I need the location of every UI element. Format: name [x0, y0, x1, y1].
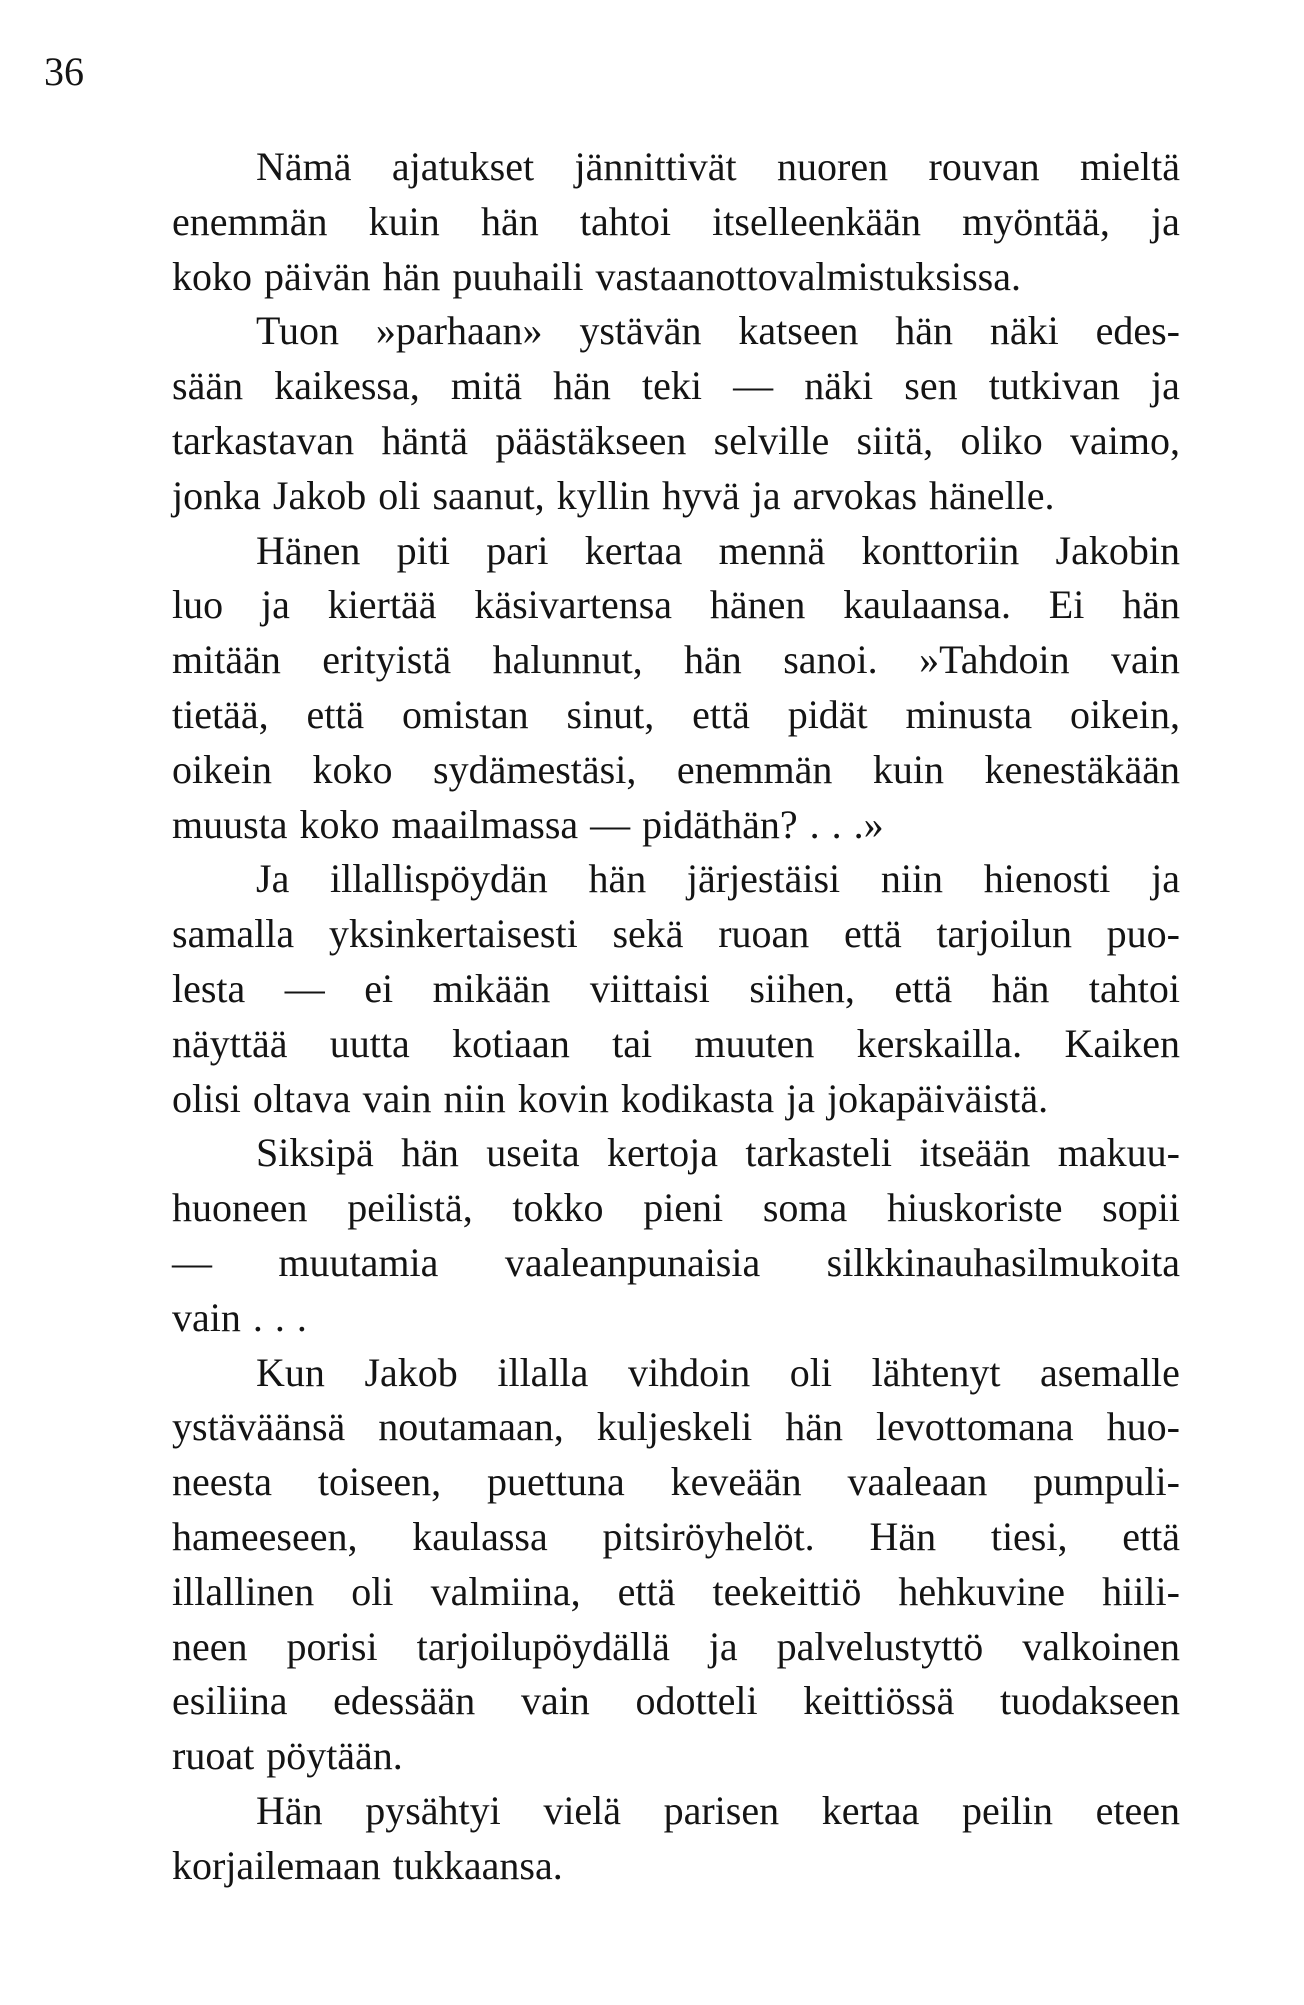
word: asemalle	[1040, 1349, 1180, 1395]
word: pöytään.	[266, 1733, 403, 1779]
word: parisen	[663, 1787, 780, 1833]
word: »parhaan»	[375, 308, 543, 354]
word: näyttää	[172, 1020, 288, 1066]
word: puo-	[1106, 911, 1180, 957]
word: kiertää	[327, 582, 437, 628]
text-line	[172, 304, 1180, 359]
word: Jakob	[272, 472, 367, 518]
text-line	[172, 250, 1180, 305]
word: oli	[378, 472, 421, 518]
word: kertaa	[584, 527, 683, 573]
word: omistan	[402, 691, 529, 737]
word: mennä	[718, 527, 826, 573]
word: Kaiken	[1064, 1020, 1180, 1066]
word: odotteli	[635, 1678, 758, 1724]
word: pari	[486, 527, 549, 573]
word: hän	[1122, 582, 1180, 628]
text-line	[172, 524, 1180, 579]
word: mitään	[172, 637, 281, 683]
text-line	[172, 633, 1180, 688]
word: pidäthän?	[642, 801, 798, 847]
word: edes-	[1095, 308, 1180, 354]
word: tietää,	[172, 691, 269, 737]
word: toiseen,	[317, 1459, 442, 1505]
word: hän	[991, 965, 1050, 1011]
text-line	[172, 1729, 1180, 1784]
word: huoneen	[172, 1185, 308, 1231]
word: ja	[751, 472, 781, 518]
text-line	[172, 1017, 1180, 1072]
word: Ja	[256, 856, 290, 902]
word: uutta	[329, 1020, 410, 1066]
word: oltava	[252, 1075, 351, 1121]
word: useita	[486, 1130, 580, 1176]
word: vihdoin	[627, 1349, 751, 1395]
word: pumpuli-	[1033, 1459, 1180, 1505]
word: ystäväänsä	[172, 1404, 346, 1450]
word: luo	[172, 582, 224, 628]
word: hän	[553, 363, 611, 409]
word: tutkivan	[988, 363, 1120, 409]
word: että	[692, 691, 750, 737]
word: kuljeskeli	[596, 1404, 753, 1450]
text-line	[172, 1346, 1180, 1401]
word: valkoinen	[1022, 1623, 1180, 1669]
word: Ei	[1048, 582, 1085, 628]
word: kertoja	[606, 1130, 719, 1176]
word: niin	[443, 1075, 506, 1121]
word: sydämestäsi,	[433, 746, 637, 792]
text-line	[172, 798, 1180, 853]
word: sään	[172, 363, 244, 409]
word: ja	[1151, 363, 1180, 409]
word: esiliina	[172, 1678, 288, 1724]
text-line	[172, 1565, 1180, 1620]
text-line	[172, 1072, 1180, 1127]
text-line	[172, 852, 1180, 907]
text-line	[172, 195, 1180, 250]
word: palvelustyttö	[776, 1623, 984, 1669]
word: vain	[520, 1678, 590, 1724]
word: että	[617, 1568, 676, 1614]
word: että	[894, 965, 953, 1011]
word: enemmän	[172, 198, 328, 244]
word: vain	[172, 1294, 241, 1340]
word: kotiaan	[452, 1020, 570, 1066]
word: noutamaan,	[378, 1404, 564, 1450]
word: mitä	[450, 363, 522, 409]
text-line	[172, 743, 1180, 798]
word: muusta	[172, 801, 288, 847]
word: mieltä	[1079, 144, 1180, 189]
word: eteen	[1095, 1787, 1180, 1833]
word: ruoan	[718, 911, 810, 957]
word: hän	[588, 856, 647, 902]
word: illalla	[497, 1349, 589, 1395]
word: sopii	[1102, 1185, 1180, 1231]
word: mikään	[432, 965, 551, 1011]
word: sinut,	[566, 691, 655, 737]
word: lesta	[172, 965, 246, 1011]
word: tukkaansa.	[392, 1842, 563, 1888]
word: sen	[904, 363, 958, 409]
text-line	[172, 469, 1180, 524]
word: koko	[172, 253, 252, 299]
word: keittiössä	[803, 1678, 955, 1724]
word: että	[306, 691, 365, 737]
word: vaaleaan	[847, 1459, 988, 1505]
word: pieni	[643, 1185, 724, 1231]
word: päästäkseen	[495, 417, 687, 463]
word: ruoat	[172, 1733, 255, 1779]
word: näki	[804, 363, 874, 409]
word: nuoren	[777, 144, 889, 189]
word: jonka	[172, 472, 261, 518]
word: näki	[989, 308, 1059, 354]
text-line	[172, 1236, 1180, 1291]
word: yksinkertaisesti	[328, 911, 578, 957]
word: päivän	[264, 253, 371, 299]
word: vain	[1111, 637, 1180, 683]
word: siihen,	[749, 965, 855, 1011]
word: katseen	[738, 308, 859, 354]
word: tarjoilun	[936, 911, 1072, 957]
word: illallispöydän	[330, 856, 548, 902]
word: levottomana	[875, 1404, 1074, 1450]
word: makuu-	[1057, 1130, 1180, 1176]
text-line	[172, 907, 1180, 962]
word: kuin	[368, 198, 440, 244]
word: soma	[762, 1185, 848, 1231]
word: koko	[312, 746, 393, 792]
word: ajatukset	[391, 144, 535, 189]
word: Tuon	[256, 308, 340, 354]
word: vain	[362, 1075, 432, 1121]
word: hän	[895, 308, 953, 354]
word: vastaanottovalmistuksissa.	[595, 253, 1021, 299]
word: kaikessa,	[274, 363, 420, 409]
text-line	[172, 1620, 1180, 1675]
word: illallinen	[172, 1568, 315, 1614]
word: hän	[684, 637, 742, 683]
word: —	[733, 363, 774, 409]
word: pidät	[787, 691, 868, 737]
word: ja	[786, 1075, 816, 1121]
word: Hän	[869, 1513, 937, 1559]
word: järjestäisi	[686, 856, 841, 902]
word: edessään	[333, 1678, 476, 1724]
word: kerskailla.	[856, 1020, 1023, 1066]
text-line	[172, 140, 1180, 195]
word: —	[284, 965, 325, 1011]
word: huo-	[1106, 1404, 1180, 1450]
word: kaulassa	[412, 1513, 548, 1559]
word: maailmassa	[391, 801, 579, 847]
text-line	[172, 359, 1180, 414]
text-line	[172, 1126, 1180, 1181]
word: kyllin	[556, 472, 650, 518]
word: tahtoi	[1088, 965, 1180, 1011]
word: Nämä	[256, 144, 352, 189]
text-line	[172, 1455, 1180, 1510]
text-line	[172, 1784, 1180, 1839]
word: kuin	[872, 746, 944, 792]
word: —	[590, 801, 631, 847]
word: —	[172, 1239, 212, 1285]
word: minusta	[905, 691, 1033, 737]
text-line	[172, 578, 1180, 633]
text-line	[172, 962, 1180, 1017]
word: tuodakseen	[1000, 1678, 1180, 1724]
word: muuten	[694, 1020, 815, 1066]
word: itseään	[919, 1130, 1031, 1176]
word: Hänen	[256, 527, 361, 573]
word: keveään	[670, 1459, 802, 1505]
word: viittaisi	[589, 965, 710, 1011]
word: .	[274, 1294, 285, 1340]
word: jännittivät	[574, 144, 737, 189]
word: hänelle.	[929, 472, 1055, 518]
word: oli	[351, 1568, 394, 1614]
word: tahtoi	[579, 198, 671, 244]
word: myöntää,	[962, 198, 1110, 244]
word: vaaleanpunaisia	[504, 1239, 761, 1285]
word: puettuna	[487, 1459, 625, 1505]
word: oikein,	[1070, 691, 1180, 737]
word: .	[809, 801, 820, 847]
word: tai	[612, 1020, 653, 1066]
word: saanut,	[432, 472, 545, 518]
word: hänen	[709, 582, 806, 628]
word: että	[1122, 1513, 1180, 1559]
word: samalla	[172, 911, 295, 957]
word: oliko	[960, 417, 1043, 463]
body-text	[172, 140, 1180, 1894]
word: vaimo,	[1070, 417, 1180, 463]
word: teekeittiö	[712, 1568, 862, 1614]
word: rouvan	[928, 144, 1040, 189]
word: käsivartensa	[474, 582, 673, 628]
text-line	[172, 1291, 1180, 1346]
word: ja	[1151, 856, 1180, 902]
word: jokapäiväistä.	[827, 1075, 1049, 1121]
word: ei	[364, 965, 394, 1011]
word: ja	[1151, 198, 1180, 244]
word: enemmän	[676, 746, 833, 792]
text-line	[172, 414, 1180, 469]
word: niin	[880, 856, 944, 902]
word: hän	[785, 1404, 843, 1450]
text-line	[172, 1181, 1180, 1236]
word: koko	[299, 801, 380, 847]
word: teki	[642, 363, 702, 409]
text-line	[172, 1510, 1180, 1565]
word: hiuskoriste	[886, 1185, 1063, 1231]
text-line	[172, 1839, 1180, 1894]
text-line	[172, 688, 1180, 743]
word: Hän	[256, 1787, 323, 1833]
page-number: 36	[44, 49, 84, 94]
word: Siksipä	[256, 1130, 374, 1176]
word: Jakobin	[1055, 527, 1180, 573]
word: »Tahdoin	[919, 637, 1070, 683]
word: selville	[713, 417, 830, 463]
word: hienosti	[983, 856, 1111, 902]
word: .	[296, 1294, 307, 1340]
word: kodikasta	[620, 1075, 775, 1121]
word: peilin	[961, 1787, 1054, 1833]
word: halunnut,	[492, 637, 643, 683]
word: tarjoilupöydällä	[416, 1623, 670, 1669]
word: hän	[480, 198, 539, 244]
word: sanoi.	[783, 637, 878, 683]
word: olisi	[172, 1075, 241, 1121]
word: kenestäkään	[984, 746, 1180, 792]
word: kertaa	[821, 1787, 920, 1833]
text-line	[172, 1400, 1180, 1455]
word: oli	[789, 1349, 833, 1395]
word: häntä	[381, 417, 469, 463]
word: pitsiröyhelöt.	[602, 1513, 815, 1559]
word: pysähtyi	[365, 1787, 501, 1833]
word: konttoriin	[861, 527, 1020, 573]
word: hän	[401, 1130, 459, 1176]
word: .	[831, 801, 842, 847]
word: lähtenyt	[871, 1349, 1001, 1395]
word: hiili-	[1102, 1568, 1180, 1614]
word: arvokas	[792, 472, 918, 518]
word: porisi	[286, 1623, 378, 1669]
text-line	[172, 1674, 1180, 1729]
word: puuhaili	[452, 253, 584, 299]
word: oikein	[172, 746, 272, 792]
word: itselleenkään	[712, 198, 921, 244]
word: ja	[708, 1623, 738, 1669]
word: hehkuvine	[898, 1568, 1066, 1614]
word: neen	[172, 1623, 248, 1669]
word: että	[844, 911, 902, 957]
word: neesta	[172, 1459, 272, 1505]
word: siitä,	[856, 417, 934, 463]
word: muutamia	[278, 1239, 439, 1285]
word: Jakob	[364, 1349, 458, 1395]
word: .»	[853, 801, 884, 847]
word: Kun	[256, 1349, 325, 1395]
word: peilistä,	[347, 1185, 473, 1231]
word: ystävän	[579, 308, 702, 354]
word: piti	[396, 527, 450, 573]
word: tokko	[512, 1185, 604, 1231]
word: kaulaansa.	[843, 582, 1011, 628]
word: .	[252, 1294, 263, 1340]
word: tarkasteli	[745, 1130, 892, 1176]
word: vielä	[543, 1787, 622, 1833]
word: tiesi,	[990, 1513, 1068, 1559]
word: sekä	[612, 911, 684, 957]
word: kovin	[517, 1075, 609, 1121]
word: hameeseen,	[172, 1513, 358, 1559]
word: erityistä	[322, 637, 452, 683]
word: hän	[382, 253, 441, 299]
word: korjailemaan	[172, 1842, 381, 1888]
word: ja	[260, 582, 290, 628]
word: valmiina,	[430, 1568, 581, 1614]
word: silkkinauhasilmukoita	[826, 1239, 1180, 1285]
word: tarkastavan	[172, 417, 355, 463]
word: hyvä	[661, 472, 740, 518]
